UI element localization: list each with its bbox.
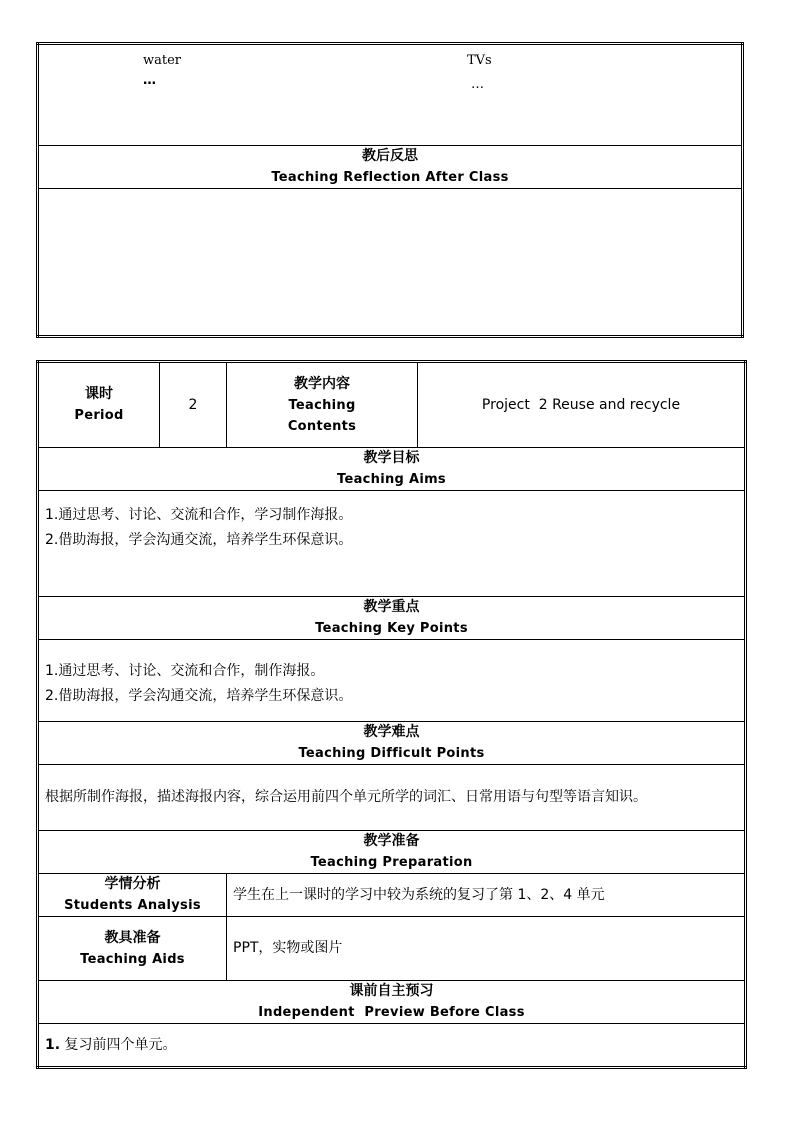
preview-item-text: 复习前四个单元。 xyxy=(64,1036,177,1053)
teaching-aids-label xyxy=(38,917,227,981)
key-points-item-2: 2.借助海报，学会沟通交流，培养学生环保意识。 xyxy=(45,687,353,704)
difficult-points-body: 根据所制作海报，描述海报内容，综合运用前四个单元所学的词汇、日常用语与句型等语言知识。 xyxy=(38,765,746,831)
preview-title-en: Independent Preview Before Class xyxy=(258,1005,525,1020)
period-value: 2 xyxy=(160,362,227,448)
period-label-en: Period xyxy=(74,408,124,423)
contents-label-en-1: Teaching xyxy=(288,397,356,413)
aims-title-cn: 教学目标 xyxy=(363,450,420,466)
preview-header xyxy=(38,981,746,1024)
students-analysis-value: 学生在上一课时的学习中较为系统的复习了第 1、2、4 单元 xyxy=(227,874,746,917)
lesson-plan-table xyxy=(36,360,747,1069)
preview-item-number: 1. xyxy=(45,1036,61,1053)
ellipsis-right: … xyxy=(471,77,484,92)
reflection-header xyxy=(38,146,743,189)
key-points-title-en: Teaching Key Points xyxy=(315,621,468,636)
period-label-cn: 课时 xyxy=(85,386,113,402)
aims-item-1: 1.通过思考、讨论、交流和合作，学习制作海报。 xyxy=(45,507,353,523)
reflection-title-en: Teaching Reflection After Class xyxy=(271,170,509,185)
reflection-title-cn: 教后反思 xyxy=(362,148,418,164)
ellipsis-left: … xyxy=(143,73,156,88)
aims-header xyxy=(38,448,746,491)
contents-label xyxy=(227,362,418,448)
key-points-header xyxy=(38,597,746,640)
reflection-table xyxy=(36,42,744,338)
key-points-body xyxy=(38,640,746,722)
word-water: water xyxy=(143,53,182,68)
difficult-points-title-cn: 教学难点 xyxy=(363,724,420,740)
contents-label-en-2: Contents xyxy=(287,418,357,434)
vocabulary-cell xyxy=(38,44,743,146)
students-analysis-label-cn: 学情分析 xyxy=(104,876,161,892)
difficult-points-title-en: Teaching Difficult Points xyxy=(298,746,485,761)
teaching-aids-label-cn: 教具准备 xyxy=(104,929,161,946)
difficult-points-header xyxy=(38,722,746,765)
key-points-item-1: 1.通过思考、讨论、交流和合作，制作海报。 xyxy=(45,662,325,679)
aims-item-2: 2.借助海报，学会沟通交流，培养学生环保意识。 xyxy=(45,532,353,548)
students-analysis-label xyxy=(38,874,227,917)
aims-body xyxy=(38,491,746,597)
word-tvs: TVs xyxy=(467,53,492,68)
teaching-aids-value: PPT，实物或图片 xyxy=(227,917,746,981)
teaching-aids-label-en: Teaching Aids xyxy=(80,951,185,967)
preview-title-cn: 课前自主预习 xyxy=(349,983,434,999)
key-points-title-cn: 教学重点 xyxy=(363,599,420,615)
reflection-body xyxy=(38,189,743,337)
contents-value: Project 2 Reuse and recycle xyxy=(418,362,746,448)
preparation-title-cn: 教学准备 xyxy=(363,833,420,849)
contents-label-cn: 教学内容 xyxy=(294,375,350,392)
preparation-header xyxy=(38,831,746,874)
period-label xyxy=(38,362,160,448)
preview-body xyxy=(38,1024,746,1068)
preparation-title-en: Teaching Preparation xyxy=(310,855,473,870)
aims-title-en: Teaching Aims xyxy=(337,472,446,487)
students-analysis-label-en: Students Analysis xyxy=(64,898,201,913)
